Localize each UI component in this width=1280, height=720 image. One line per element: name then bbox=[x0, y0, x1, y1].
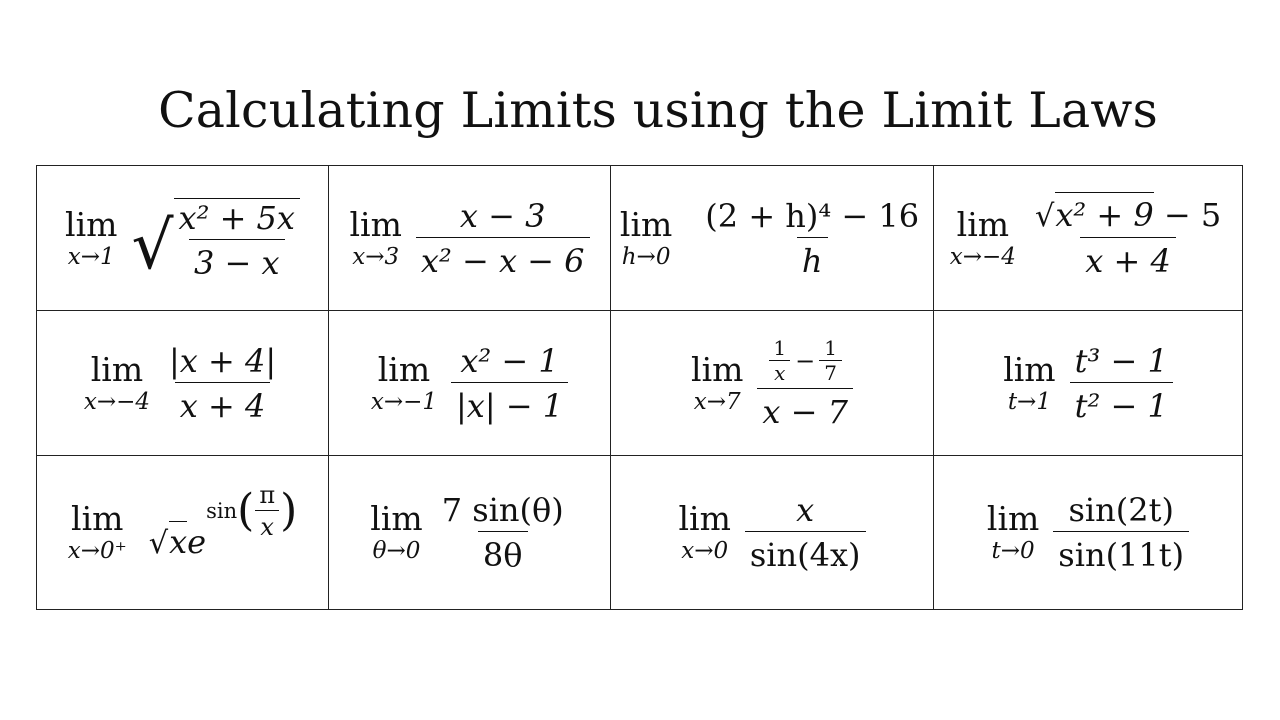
lim-label: lim bbox=[678, 499, 731, 538]
lim-subscript: x→1 bbox=[67, 243, 115, 270]
denominator: h bbox=[797, 237, 828, 277]
limit-cell bbox=[934, 456, 1243, 610]
inner-denominator: x bbox=[769, 360, 790, 383]
square-root bbox=[131, 198, 300, 284]
numerator: 7 sin(θ) bbox=[441, 491, 564, 529]
lim-subscript: t→1 bbox=[1007, 388, 1051, 415]
limit-cell bbox=[611, 456, 934, 610]
denominator: sin(4x) bbox=[745, 531, 866, 571]
denominator: sin(11t) bbox=[1053, 531, 1189, 571]
page-title: Calculating Limits using the Limit Laws bbox=[158, 82, 1158, 139]
lim-label: lim bbox=[71, 499, 124, 538]
operator: − bbox=[795, 346, 816, 375]
exp-base: e bbox=[187, 522, 207, 561]
numerator: (2 + h)⁴ − 16 bbox=[705, 196, 920, 235]
inner-denominator: 7 bbox=[819, 360, 842, 383]
numerator: x bbox=[796, 491, 815, 529]
denominator: 3 − x bbox=[189, 239, 285, 279]
limit-cell bbox=[934, 166, 1243, 311]
limits-table bbox=[36, 165, 1243, 610]
exponent bbox=[206, 480, 298, 541]
lim-subscript: x→−4 bbox=[83, 388, 151, 415]
lim-label: lim bbox=[370, 499, 423, 538]
right-paren-icon: ) bbox=[280, 484, 298, 536]
inner-numerator: 1 bbox=[773, 336, 787, 360]
denominator: x² − x − 6 bbox=[416, 237, 590, 277]
numerator bbox=[763, 338, 847, 388]
lim-label: lim bbox=[349, 204, 402, 244]
limit-cell bbox=[37, 311, 329, 456]
lim-label: lim bbox=[691, 349, 744, 389]
table-row bbox=[37, 311, 1243, 456]
table-row bbox=[37, 166, 1243, 311]
inner-numerator: 1 bbox=[824, 336, 837, 360]
limit-cell bbox=[934, 311, 1243, 456]
inner-numerator: π bbox=[259, 480, 276, 509]
limit-cell bbox=[611, 311, 934, 456]
radicand: x bbox=[169, 522, 188, 561]
numerator bbox=[1030, 195, 1226, 237]
limit-cell bbox=[37, 456, 329, 610]
lim-subscript: x→−1 bbox=[370, 388, 438, 415]
lim-label: lim bbox=[619, 204, 673, 244]
lim-subscript: x→3 bbox=[352, 243, 400, 270]
inner-denominator: x bbox=[255, 510, 279, 539]
numerator: x − 3 bbox=[459, 196, 546, 235]
denominator: x + 4 bbox=[1080, 237, 1176, 277]
limit-cell bbox=[329, 166, 611, 311]
lim-label: lim bbox=[65, 204, 118, 244]
lim-subscript: x→0⁺ bbox=[67, 538, 127, 564]
lim-label: lim bbox=[377, 349, 431, 389]
numerator: |x + 4| bbox=[169, 341, 277, 380]
radical-icon: √ bbox=[1034, 198, 1055, 234]
limit-cell bbox=[37, 166, 329, 311]
lim-label: lim bbox=[956, 204, 1010, 244]
numerator: sin(2t) bbox=[1068, 491, 1174, 529]
lim-label: lim bbox=[1003, 349, 1056, 389]
denominator: 8θ bbox=[478, 531, 528, 571]
left-paren-icon: ( bbox=[237, 484, 255, 536]
exponent-function: sin bbox=[206, 498, 238, 523]
lim-subscript: t→0 bbox=[991, 538, 1035, 564]
denominator: t² − 1 bbox=[1070, 382, 1173, 422]
limit-cell bbox=[329, 311, 611, 456]
denominator: x − 7 bbox=[757, 388, 853, 428]
denominator: x + 4 bbox=[175, 382, 271, 422]
radicand: x² + 9 bbox=[1055, 192, 1153, 234]
limit-cell bbox=[611, 166, 934, 311]
radical-icon: √ bbox=[131, 206, 174, 284]
numerator: x² − 1 bbox=[460, 341, 559, 380]
numerator: t³ − 1 bbox=[1074, 341, 1168, 380]
radical-icon: √ bbox=[148, 525, 169, 561]
lim-subscript: h→0 bbox=[621, 243, 671, 270]
table-row bbox=[37, 456, 1243, 610]
lim-label: lim bbox=[90, 349, 144, 389]
lim-subscript: x→0 bbox=[681, 538, 729, 564]
lim-label: lim bbox=[986, 499, 1040, 538]
limit-cell bbox=[329, 456, 611, 610]
numerator: x² + 5x bbox=[178, 198, 295, 237]
lim-subscript: x→−4 bbox=[949, 243, 1016, 270]
lim-subscript: x→7 bbox=[693, 388, 741, 415]
numerator-rest: − 5 bbox=[1153, 195, 1222, 234]
denominator: |x| − 1 bbox=[451, 382, 568, 422]
lim-subscript: θ→0 bbox=[372, 538, 421, 564]
